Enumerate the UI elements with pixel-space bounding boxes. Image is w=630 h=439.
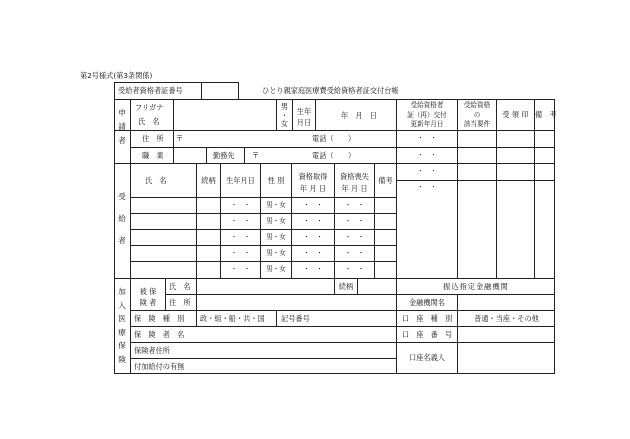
issue-date-slot[interactable]: ・ ・ [417,134,437,142]
occupation-field[interactable] [174,148,205,162]
lost-date-header: 資格喪失 年 月 日 [340,172,369,193]
ledger-title: ひとり親家庭医療費受給資格者証交付台帳 [262,86,399,95]
workplace-phone-label: 電話（ ） [312,151,356,160]
insured-name-label: 氏 名 [169,282,191,291]
lost-date-cell[interactable]: ・ ・ [344,265,365,273]
issue-date-slot[interactable]: ・ ・ [417,167,437,175]
acquired-date-header: 資格取得 年 月 日 [298,172,328,193]
receipt-seal-header: 受 領 印 [502,110,529,119]
issue-date-slot[interactable]: ・ ・ [417,183,437,191]
cert-number-field[interactable] [201,82,239,100]
applicant-name-field[interactable] [174,100,275,129]
acquired-date-cell[interactable]: ・ ・ [303,249,323,257]
recipient-name-header: 氏 名 [145,176,167,185]
acquired-date-cell[interactable]: ・ ・ [303,217,323,225]
acquired-date-cell[interactable]: ・ ・ [303,233,323,241]
sex-label: 男 ・ 女 [280,102,289,128]
furigana-label: フリガナ [135,103,164,112]
occupation-label: 職 業 [142,151,164,160]
insurance-side-label: 加 入 医 療 保 険 [118,287,126,364]
address-phone-label: 電話（ ） [312,134,356,143]
birth-label: 生年 月日 [296,107,312,127]
insured-address-field[interactable] [197,295,395,309]
lost-date-cell[interactable]: ・ ・ [344,217,365,225]
sex-cell[interactable]: 男・女 [266,249,286,257]
address-label: 住 所 [142,134,164,143]
birth-date-cell[interactable]: ・ ・ [230,249,251,257]
extra-benefit-label: 付加給付の有無 [134,362,185,371]
address-field[interactable] [186,131,306,146]
sex-cell[interactable]: 男・女 [266,217,286,225]
insurance-type-label: 保 険 種 別 [134,314,185,323]
insured-address-label: 住 所 [169,298,191,307]
account-type-label: 口 座 種 別 [401,314,453,323]
requirement-header: 受給資格 の 該当要件 [463,101,491,128]
postal-mark: 〒 [176,134,184,143]
sex-cell[interactable]: 男・女 [266,201,286,209]
birth-date-cell[interactable]: ・ ・ [230,265,251,273]
recipient-birth-header: 生年月日 [226,176,255,185]
birth-date-placeholder: 年 月 日 [341,111,377,120]
insurer-name-label: 保 険 者 名 [134,330,185,339]
birth-date-cell[interactable]: ・ ・ [230,233,251,241]
sex-cell[interactable]: 男・女 [266,265,286,273]
form-number: 第2号様式(第3条関係) [80,71,153,80]
workplace-postal-mark: 〒 [252,151,260,160]
lost-date-cell[interactable]: ・ ・ [344,233,365,241]
insured-name-field[interactable] [197,279,333,293]
issue-date-slot[interactable]: ・ ・ [417,151,437,159]
birth-date-cell[interactable]: ・ ・ [230,201,251,209]
birth-date-cell[interactable]: ・ ・ [230,217,251,225]
issue-date-header: 受給資格者 証（再）交付 更新年月日 [407,101,447,128]
lost-date-cell[interactable]: ・ ・ [344,201,365,209]
account-number-label: 口 座 番 号 [401,330,453,339]
applicant-name-label: 氏 名 [138,117,160,126]
applicant-side-label: 申 請 者 [118,108,126,145]
workplace-label: 勤務先 [213,151,235,160]
account-type-options[interactable]: 普通・当座・その他 [474,314,539,323]
sex-cell[interactable]: 男・女 [266,233,286,241]
insured-relation-label: 続柄 [338,282,354,291]
bank-name-label: 金融機関名 [409,298,445,307]
bank-designation-title: 振込指定金融機関 [443,282,509,291]
insurer-address-label: 保険者住所 [134,346,170,355]
insured-label: 被 保 険 者 [139,287,157,307]
account-holder-label: 口座名義人 [409,353,445,362]
recipient-sex-header: 性 別 [267,176,285,185]
acquired-date-cell[interactable]: ・ ・ [303,265,323,273]
lost-date-cell[interactable]: ・ ・ [344,249,365,257]
symbol-number-label: 記号番号 [281,314,310,323]
recipients-side-label: 受 給 者 [118,192,126,245]
acquired-date-cell[interactable]: ・ ・ [303,201,323,209]
remarks-header: 備 考 [535,110,557,119]
insurance-type-options[interactable]: 政・組・船・共・国 [200,314,265,323]
recipient-note-header: 備考 [378,176,393,185]
cert-number-label: 受給者資格者証番号 [118,86,183,95]
recipient-relation-header: 続柄 [201,176,216,185]
